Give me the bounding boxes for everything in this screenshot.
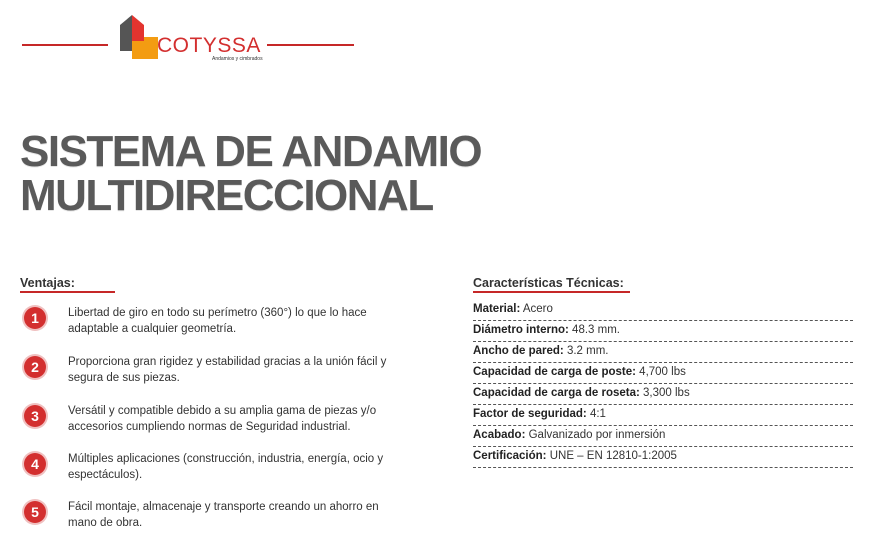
spec-row bbox=[473, 362, 853, 384]
advantages-underline bbox=[20, 291, 115, 293]
spec-row bbox=[473, 446, 853, 468]
list-item bbox=[20, 451, 420, 491]
spec-label: Factor de seguridad: bbox=[473, 408, 587, 420]
spec-value: 4,700 lbs bbox=[639, 366, 686, 378]
logo-icon bbox=[118, 11, 158, 59]
list-item bbox=[20, 403, 420, 443]
advantage-text: Versátil y compatible debido a su amplia gama de piezas y/o accesorios cumpliendo normas de Seguridad industrial. bbox=[68, 405, 377, 433]
spec-row bbox=[473, 320, 853, 342]
brand-tagline: Andamios y cimbrados bbox=[212, 56, 263, 62]
spec-label: Material: bbox=[473, 303, 521, 315]
number-badge: 1 bbox=[24, 307, 46, 329]
list-item bbox=[20, 499, 420, 539]
brand-name: COTYSSA bbox=[157, 34, 261, 57]
spec-row bbox=[473, 383, 853, 405]
list-item bbox=[20, 305, 420, 345]
advantages-heading: Ventajas: bbox=[20, 276, 75, 290]
advantage-text: Libertad de giro en todo su perímetro (360°) lo que lo hace adaptable a cualquier geometría. bbox=[68, 307, 367, 335]
specs-heading: Características Técnicas: bbox=[473, 276, 624, 290]
advantage-text: Proporciona gran rigidez y estabilidad gracias a la unión fácil y segura de sus piezas. bbox=[68, 356, 387, 384]
advantage-text: Fácil montaje, almacenaje y transporte creando un ahorro en mano de obra. bbox=[68, 501, 379, 529]
spec-value: Acero bbox=[522, 303, 553, 315]
advantage-text: Múltiples aplicaciones (construcción, industria, energía, ocio y espectáculos). bbox=[68, 453, 384, 481]
spec-label: Acabado: bbox=[473, 429, 526, 441]
spec-value: UNE – EN 12810-1:2005 bbox=[549, 450, 677, 462]
list-item bbox=[20, 354, 420, 394]
spec-value: 4:1 bbox=[589, 408, 606, 420]
spec-label: Diámetro interno: bbox=[473, 324, 569, 336]
spec-value: Galvanizado por inmersión bbox=[528, 429, 666, 441]
spec-label: Capacidad de carga de poste: bbox=[473, 366, 636, 378]
number-badge: 4 bbox=[24, 453, 46, 475]
header-rule-left bbox=[22, 44, 108, 46]
spec-value: 48.3 mm. bbox=[572, 324, 620, 336]
page-title bbox=[20, 127, 482, 220]
spec-row bbox=[473, 299, 853, 321]
title-line-1: SISTEMA DE ANDAMIO bbox=[20, 127, 482, 176]
header bbox=[0, 0, 877, 80]
header-rule-right bbox=[267, 44, 354, 46]
spec-label: Capacidad de carga de roseta: bbox=[473, 387, 640, 399]
spec-label: Ancho de pared: bbox=[473, 345, 564, 357]
specs-underline bbox=[473, 291, 630, 293]
spec-value: 3,300 lbs bbox=[643, 387, 690, 399]
number-badge: 3 bbox=[24, 405, 46, 427]
spec-row bbox=[473, 425, 853, 447]
spec-value: 3.2 mm. bbox=[566, 345, 609, 357]
number-badge: 5 bbox=[24, 501, 46, 523]
title-line-2: MULTIDIRECCIONAL bbox=[20, 171, 433, 220]
spec-label: Certificación: bbox=[473, 450, 547, 462]
number-badge: 2 bbox=[24, 356, 46, 378]
spec-row bbox=[473, 341, 853, 363]
spec-row bbox=[473, 404, 853, 426]
